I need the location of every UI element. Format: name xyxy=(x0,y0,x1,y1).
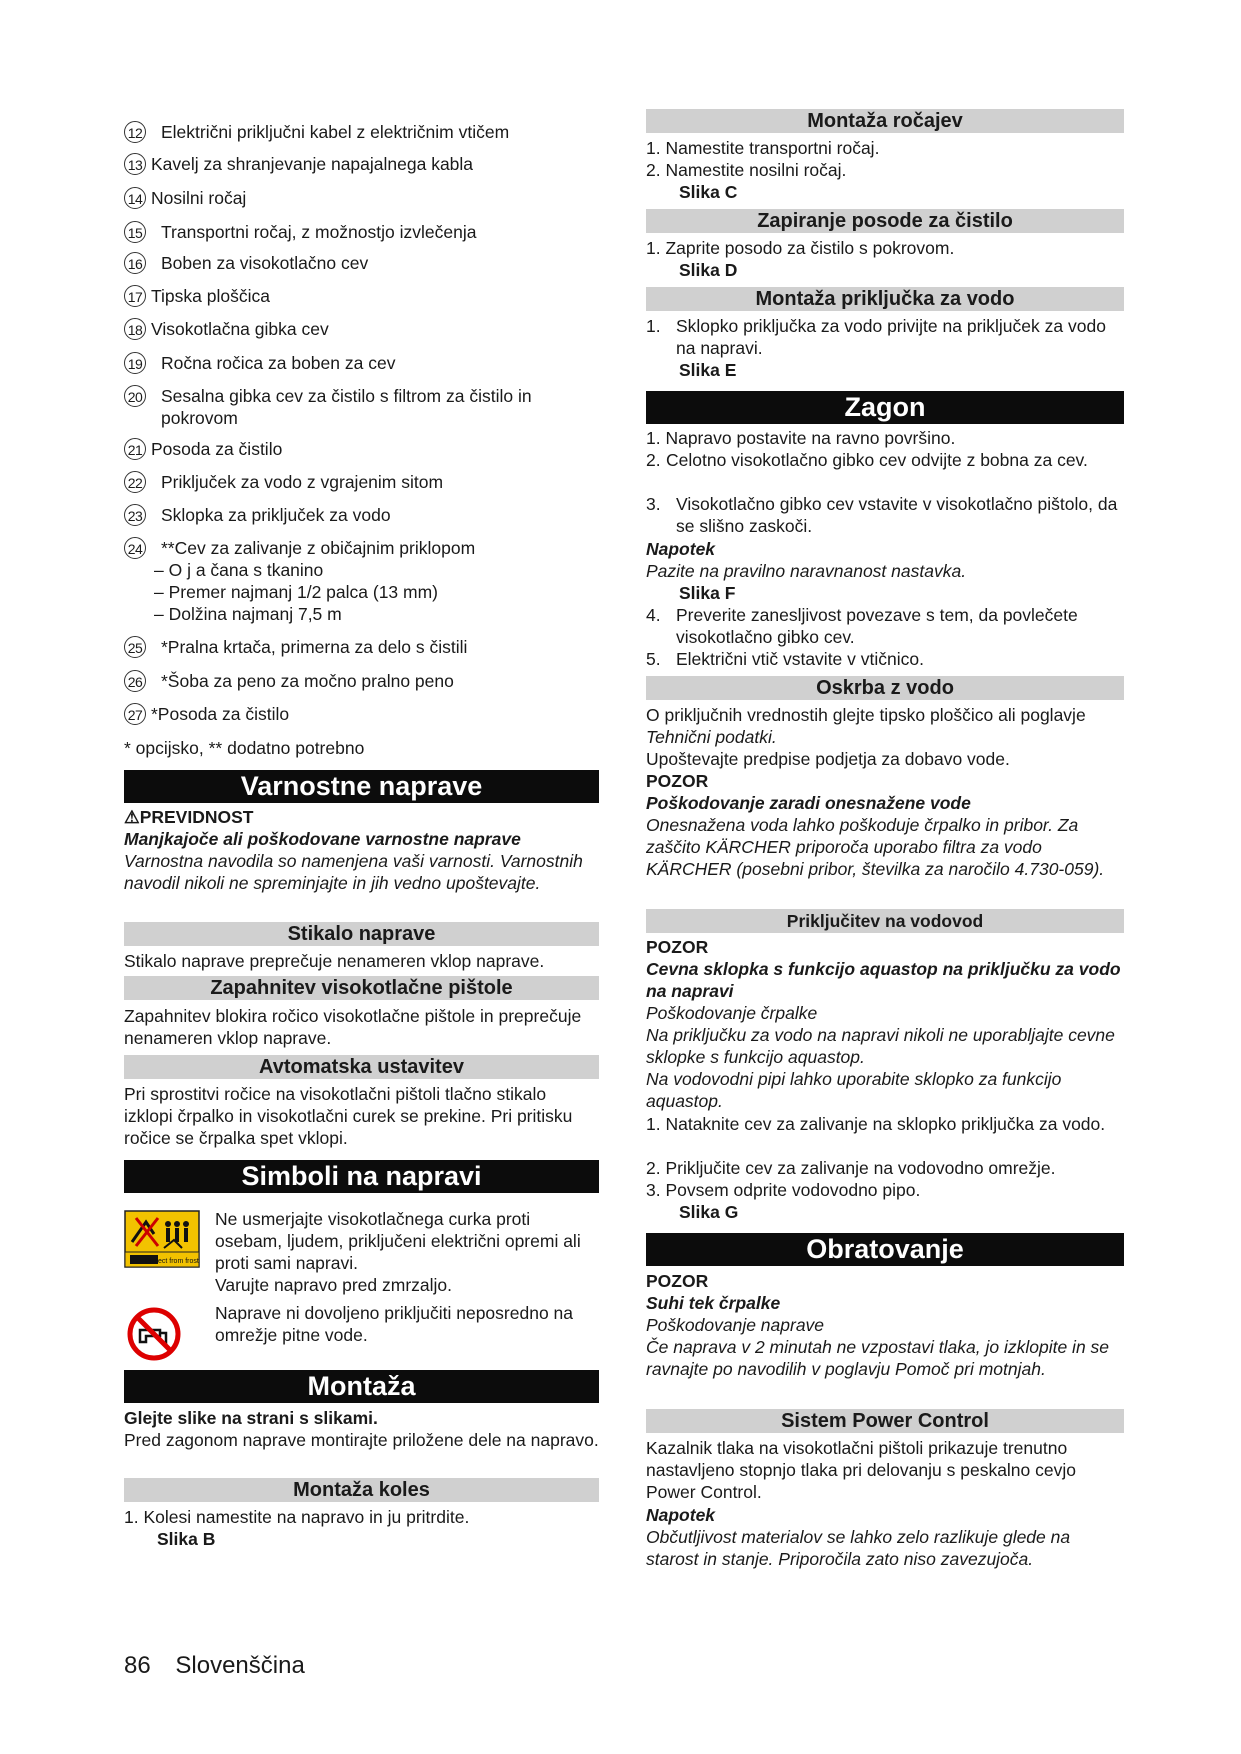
item-number: 21 xyxy=(124,438,146,460)
symbol-text: Naprave ni dovoljeno priključiti neposredno na omrežje pitne vode. xyxy=(215,1303,573,1345)
symbol-text: Varujte napravo pred zmrzaljo. xyxy=(215,1275,453,1295)
item-number: 18 xyxy=(124,318,146,340)
subheading-rocajev: Montaža ročajev xyxy=(646,109,1124,133)
caution-text: Poškodovanje naprave xyxy=(646,1315,825,1335)
step-number: 5. xyxy=(646,649,661,669)
step: 3. Povsem odprite vodovodno pipo. xyxy=(646,1180,921,1200)
step: 2. Namestite nosilni ročaj. xyxy=(646,160,847,180)
item-text: Visokotlačna gibka cev xyxy=(151,319,329,339)
subheading-stikalo: Stikalo naprave xyxy=(124,922,599,946)
item-text: *Šoba za peno za močno pralno peno xyxy=(161,671,454,691)
warning-text: Varnostna navodila so namenjena vaši varnosti. Varnostnih navodil nikoli ne spreminjajte in jih vedno upoštevajte. xyxy=(124,851,583,893)
paragraph-text: O priključnih vrednostih glejte tipsko ploščico ali poglavje xyxy=(646,705,1086,725)
caution-heading: Suhi tek črpalke xyxy=(646,1293,781,1313)
figure-ref: Slika F xyxy=(679,583,736,603)
paragraph: Zapahnitev blokira ročico visokotlačne pištole in preprečuje nenameren vklop naprave. xyxy=(124,1006,582,1048)
item-number: 26 xyxy=(124,670,146,692)
note-label: Napotek xyxy=(646,539,716,559)
item-number: 22 xyxy=(124,471,146,493)
item-text: Električni priključni kabel z električnim vtičem xyxy=(161,122,510,142)
caution-label: POZOR xyxy=(646,771,709,791)
item-number: 19 xyxy=(124,352,146,374)
paragraph: Pri sprostitvi ročice na visokotlačni pištoli tlačno stikalo izklopi črpalko in visokotlačni curek se prekine. Pri pritisku ročice se črpalka spet vklopi. xyxy=(124,1084,573,1148)
item-text: Transportni ročaj, z možnostjo izvlečenja xyxy=(161,222,477,242)
item-text: Nosilni ročaj xyxy=(151,188,247,208)
step: 1. Zaprite posodo za čistilo s pokrovom. xyxy=(646,238,955,258)
paragraph: Kazalnik tlaka na visokotlačni pištoli prikazuje trenutno nastavljeno stopnjo tlaka pri delovanju s peskalno cevjo Power Control. xyxy=(646,1438,1076,1502)
item-number: 17 xyxy=(124,285,146,307)
step: 2. Priključite cev za zalivanje na vodovodno omrežje. xyxy=(646,1158,1056,1178)
step-text: Visokotlačno gibko cev vstavite v visokotlačno pištolo, da se slišno zaskoči. xyxy=(676,494,1118,536)
section-heading-montaza: Montaža xyxy=(124,1370,599,1403)
figure-ref: Slika G xyxy=(679,1202,739,1222)
step-number: 1. xyxy=(646,316,661,336)
caution-text: Poškodovanje črpalke xyxy=(646,1003,818,1023)
item-number: 15 xyxy=(124,221,146,243)
item-number: 14 xyxy=(124,187,146,209)
item-text: Tipska ploščica xyxy=(151,286,270,306)
note-text: Pazite na pravilno naravnanost nastavka. xyxy=(646,561,967,581)
caution-text: Če naprava v 2 minutah ne vzpostavi tlaka, jo izklopite in se ravnajte po navodilih v poglavju Pomoč pri motnjah. xyxy=(646,1337,1110,1379)
item-text: Kavelj za shranjevanje napajalnega kabla xyxy=(151,154,474,174)
subheading-vodovod: Priključitev na vodovod xyxy=(646,909,1124,933)
step: 1. Namestite transportni ročaj. xyxy=(646,138,880,158)
page-footer xyxy=(124,1651,305,1681)
step-number: 3. xyxy=(646,494,661,514)
step: 1. Kolesi namestite na napravo in ju pritrdite. xyxy=(124,1507,470,1527)
section-heading-obratovanje: Obratovanje xyxy=(646,1233,1124,1266)
figure-ref: Slika C xyxy=(679,182,738,202)
item-text: Ročna ročica za boben za cev xyxy=(161,353,396,373)
frost-warning-icon xyxy=(124,1210,200,1273)
section-heading-simboli: Simboli na napravi xyxy=(124,1160,599,1193)
subheading-oskrba: Oskrba z vodo xyxy=(646,676,1124,700)
frost-label: Protect from frost xyxy=(145,1258,199,1265)
warning-heading: Manjkajoče ali poškodovane varnostne naprave xyxy=(124,829,521,849)
step-text: Sklopko priključka za vodo privijte na priključek za vodo na napravi. xyxy=(676,316,1106,358)
sub-item-text: – Premer najmanj 1/2 palca (13 mm) xyxy=(154,582,438,602)
item-text: Sesalna gibka cev za čistilo s filtrom za čistilo in pokrovom xyxy=(161,386,532,428)
step-text: Celotno visokotlačno gibko cev odvijte z bobna za cev. xyxy=(666,450,1088,470)
page-number: 86 xyxy=(124,1652,151,1679)
paragraph: Stikalo naprave preprečuje nenameren vklop naprave. xyxy=(124,951,545,971)
item-text: **Cev za zalivanje z običajnim priklopom xyxy=(161,538,476,558)
step: 1. Nataknite cev za zalivanje na sklopko priključka za vodo. xyxy=(646,1114,1106,1134)
subheading-prikljucek: Montaža priključka za vodo xyxy=(646,287,1124,311)
warning-label: ⚠PREVIDNOST xyxy=(124,807,254,827)
caution-text: Na vodovodni pipi lahko uporabite sklopko za funkcijo aquastop. xyxy=(646,1069,1062,1111)
symbol-text: Ne usmerjajte visokotlačnega curka proti osebam, ljudem, priključeni električni opremi ali proti sami napravi. xyxy=(215,1209,581,1273)
subheading-power: Sistem Power Control xyxy=(646,1409,1124,1433)
caution-text: Onesnažena voda lahko poškoduje črpalko in pribor. Za zaščito KÄRCHER priporoča uporabo filtra za vodo KÄRCHER (posebni pribor, številka za naročilo 4.730-059). xyxy=(646,815,1105,879)
note-text: Občutljivost materialov se lahko zelo razlikuje glede na starost in stanje. Priporočila zato niso zavezujoča. xyxy=(646,1527,1071,1569)
item-number: 23 xyxy=(124,504,146,526)
step-number: 2. xyxy=(646,450,661,470)
item-number: 24 xyxy=(124,537,146,559)
no-drinking-water-icon xyxy=(126,1306,182,1367)
item-number: 12 xyxy=(124,121,146,143)
item-text: Sklopka za priključek za vodo xyxy=(161,505,391,525)
subheading-koles: Montaža koles xyxy=(124,1478,599,1502)
item-text: Posoda za čistilo xyxy=(151,439,283,459)
subheading-zapiranje: Zapiranje posode za čistilo xyxy=(646,209,1124,233)
figure-ref: Slika E xyxy=(679,360,737,380)
item-text: *Posoda za čistilo xyxy=(151,704,290,724)
figure-ref: Slika D xyxy=(679,260,738,280)
figure-ref: Slika B xyxy=(157,1529,216,1549)
item-text: *Pralna krtača, primerna za delo s čistili xyxy=(161,637,468,657)
sub-item-text: – Dolžina najmanj 7,5 m xyxy=(154,604,342,624)
item-number: 25 xyxy=(124,636,146,658)
paragraph: Upoštevajte predpise podjetja za dobavo vode. xyxy=(646,749,1010,769)
footnote: * opcijsko, ** dodatno potrebno xyxy=(124,738,365,758)
paragraph-bold: Glejte slike na strani s slikami. xyxy=(124,1408,378,1428)
paragraph xyxy=(646,704,1124,748)
chapter-reference: Tehnični podatki. xyxy=(646,727,777,747)
step-text: Električni vtič vstavite v vtičnico. xyxy=(676,649,924,669)
section-heading-varnostne: Varnostne naprave xyxy=(124,770,599,803)
note-label: Napotek xyxy=(646,1505,716,1525)
footer-language: Slovenščina xyxy=(175,1652,305,1679)
caution-text: Na priključku za vodo na napravi nikoli ne uporabljajte cevne sklopke s funkcijo aquastop. xyxy=(646,1025,1115,1067)
sub-item-text: – O j a čana s tkanino xyxy=(154,560,324,580)
step-text: Preverite zanesljivost povezave s tem, da povlečete visokotlačno gibko cev. xyxy=(676,605,1078,647)
caution-label: POZOR xyxy=(646,1271,709,1291)
item-number: 20 xyxy=(124,385,146,407)
section-heading-zagon: Zagon xyxy=(646,391,1124,424)
item-number: 27 xyxy=(124,703,146,725)
item-number: 16 xyxy=(124,252,146,274)
caution-heading: Cevna sklopka s funkcijo aquastop na priključku za vodo na napravi xyxy=(646,959,1121,1001)
caution-heading: Poškodovanje zaradi onesnažene vode xyxy=(646,793,971,813)
subheading-zapahnitev: Zapahnitev visokotlačne pištole xyxy=(124,976,599,1000)
step: 1. Napravo postavite na ravno površino. xyxy=(646,428,956,448)
item-text: Boben za visokotlačno cev xyxy=(161,253,369,273)
item-text: Priključek za vodo z vgrajenim sitom xyxy=(161,472,444,492)
caution-label: POZOR xyxy=(646,937,709,957)
item-number: 13 xyxy=(124,153,146,175)
step-number: 4. xyxy=(646,605,661,625)
subheading-avtomatska: Avtomatska ustavitev xyxy=(124,1055,599,1079)
paragraph: Pred zagonom naprave montirajte priložene dele na napravo. xyxy=(124,1430,599,1450)
